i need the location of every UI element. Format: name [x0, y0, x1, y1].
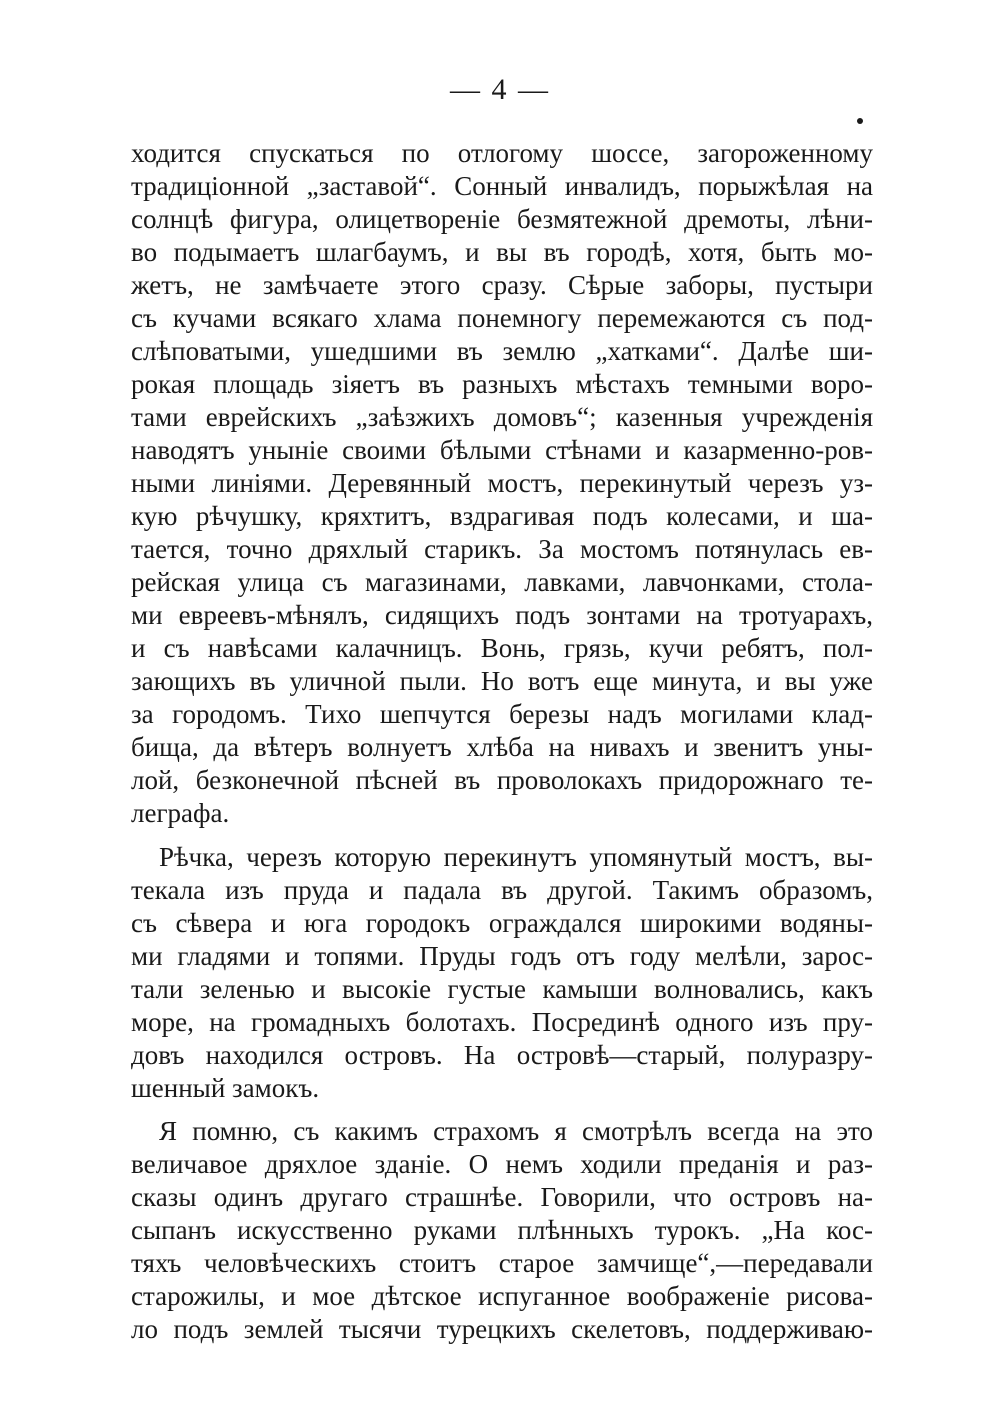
text-line: тяхъ человѣческихъ стоитъ старое замчище“,—передавали [131, 1248, 873, 1278]
text-line: съ сѣвера и юга городокъ ограждался широкими водяны- [131, 908, 873, 938]
text-line: рокая площадь зіяетъ въ разныхъ мѣстахъ темными воро- [131, 369, 873, 399]
text-line: тали зеленью и высокіе густые камыши волновались, какъ [131, 974, 873, 1004]
text-line: леграфа. [131, 798, 230, 828]
text-line: слѣповатыми, ушедшими въ землю „хатками“. Далѣе ши- [131, 336, 873, 366]
page-number: — 4 — [450, 73, 550, 106]
text-line: наводятъ уныніе своими бѣлыми стѣнами и казарменно-ров- [131, 435, 873, 465]
text-line: рейская улица съ магазинами, лавками, лавчонками, стола- [131, 567, 873, 597]
text-line: ходится спускаться по отлогому шоссе, загороженному [131, 138, 873, 168]
text-line: бища, да вѣтеръ волнуетъ хлѣба на нивахъ и звенитъ уны- [131, 732, 873, 762]
text-line: сказы одинъ другаго страшнѣе. Говорили, что островъ на- [131, 1182, 873, 1212]
text-line: тами еврейскихъ „заѣзжихъ домовъ“; казенныя учрежденія [131, 402, 873, 432]
text-line: шенный замокъ. [131, 1073, 320, 1103]
text-line: за городомъ. Тихо шепчутся березы надъ могилами клад- [131, 699, 873, 729]
text-line: ми гладями и топями. Пруды годъ отъ году мелѣли, зарос- [131, 941, 873, 971]
text-line: текала изъ пруда и падала въ другой. Такимъ образомъ, [131, 875, 873, 905]
text-line: сыпанъ искусственно руками плѣнныхъ турокъ. „На кос- [131, 1215, 873, 1245]
text-line: и съ навѣсами калачницъ. Вонь, грязь, кучи ребятъ, пол- [131, 633, 873, 663]
text-line: ми евреевъ-мѣнялъ, сидящихъ подъ зонтами на тротуарахъ, [131, 600, 873, 630]
text-line: традиціонной „заставой“. Сонный инвалидъ, порыжѣлая на [131, 171, 873, 201]
text-line: довъ находился островъ. На островѣ—старый, полуразру- [131, 1040, 873, 1070]
text-line: Я помню, съ какимъ страхомъ я смотрѣлъ всегда на это [159, 1116, 873, 1146]
text-line: море, на громадныхъ болотахъ. Посрединѣ одного изъ пру- [131, 1007, 873, 1037]
ink-speck [857, 118, 863, 124]
text-line: величавое дряхлое зданіе. О немъ ходили преданія и раз- [131, 1149, 873, 1179]
text-line: жетъ, не замѣчаете этого сразу. Сѣрые заборы, пустыри [131, 270, 873, 300]
text-line: съ кучами всякаго хлама понемногу перемежаются съ под- [131, 303, 873, 333]
text-line: лой, безконечной пѣсней въ проволокахъ придорожнаго те- [131, 765, 873, 795]
text-line: ло подъ землей тысячи турецкихъ скелетовъ, поддерживаю- [131, 1314, 873, 1344]
text-line: тается, точно дряхлый старикъ. За мостомъ потянулась ев- [131, 534, 873, 564]
text-line: ными линіями. Деревянный мостъ, перекинутый черезъ уз- [131, 468, 873, 498]
text-line: солнцѣ фигура, олицетвореніе безмятежной дремоты, лѣни- [131, 204, 873, 234]
text-line: старожилы, и мое дѣтское испуганное воображеніе рисова- [131, 1281, 873, 1311]
text-line: кую рѣчушку, кряхтитъ, вздрагивая подъ колесами, и ша- [131, 501, 873, 531]
text-line: Рѣчка, черезъ которую перекинутъ упомянутый мостъ, вы- [159, 842, 873, 872]
text-line: во подымаетъ шлагбаумъ, и вы въ городѣ, хотя, быть мо- [131, 237, 873, 267]
text-line: зающихъ въ уличной пыли. Но вотъ еще минута, и вы уже [131, 666, 873, 696]
